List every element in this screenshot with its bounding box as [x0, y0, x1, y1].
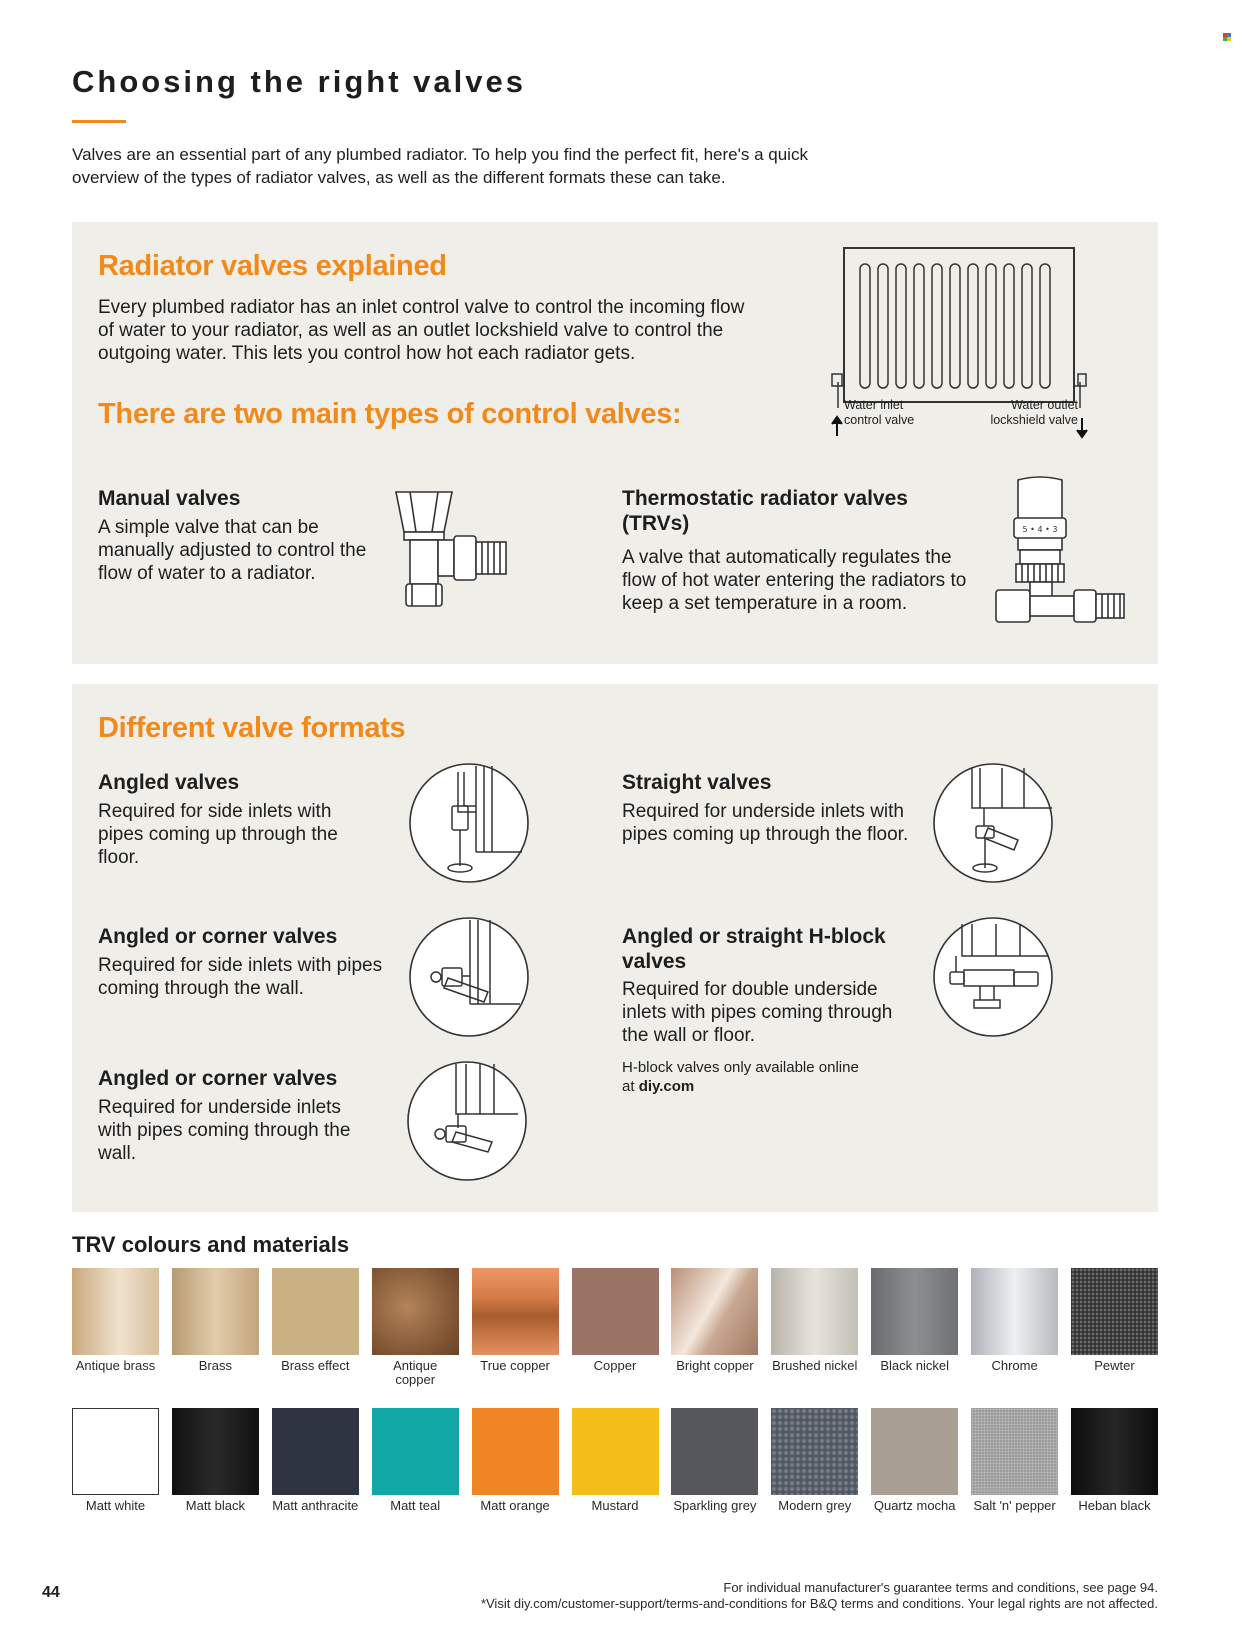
- manual-valve-icon: [390, 488, 530, 618]
- trv-valve-icon: [990, 474, 1130, 644]
- hblock-availability-note: H-block valves only available online at diy.com: [622, 1059, 859, 1095]
- swatch-heban-black[interactable]: Heban black: [1071, 1408, 1158, 1513]
- explained-heading: Radiator valves explained: [98, 250, 447, 282]
- swatch-true-copper[interactable]: True copper: [472, 1268, 559, 1373]
- format-angled-title: Angled valves: [98, 771, 240, 794]
- title-underline: [72, 120, 126, 123]
- swatch-matt-black[interactable]: Matt black: [172, 1408, 259, 1513]
- swatch-modern-grey[interactable]: Modern grey: [771, 1408, 858, 1513]
- colours-heading: TRV colours and materials: [72, 1232, 350, 1257]
- format-hblock-title: Angled or straight H-block valves: [622, 925, 886, 973]
- page-title: Choosing the right valves: [72, 64, 526, 99]
- page-number: 44: [42, 1584, 60, 1601]
- trv-body: A valve that automatically regulates the flow of hot water entering the radiators to keep a set temperature in a room.: [622, 547, 967, 614]
- brand-logo-mark: [1223, 33, 1231, 41]
- corner-underside-valve-diagram: [406, 1060, 528, 1182]
- explained-body: Every plumbed radiator has an inlet control valve to control the incoming flow of water to your radiator, as well as an outlet lockshield valve to control the outgoing water. This lets you control how hot each radiator gets.: [98, 297, 745, 364]
- swatch-pewter[interactable]: Pewter: [1071, 1268, 1158, 1373]
- swatch-matt-white[interactable]: Matt white: [72, 1408, 159, 1513]
- formats-heading: Different valve formats: [98, 712, 406, 744]
- trv-title: Thermostatic radiator valves (TRVs): [622, 487, 908, 535]
- manual-valves-body: A simple valve that can be manually adjusted to control the flow of water to a radiator.: [98, 517, 367, 584]
- outlet-label: Water outlet lockshield valve: [990, 398, 1078, 427]
- format-hblock-body: Required for double underside inlets with pipes coming through the wall or floor.: [622, 979, 893, 1046]
- format-corner-underside-body: Required for underside inlets with pipes coming through the wall.: [98, 1097, 351, 1164]
- swatch-matt-anthracite[interactable]: Matt anthracite: [272, 1408, 359, 1513]
- format-corner-wall-title: Angled or corner valves: [98, 925, 338, 948]
- swatch-bright-copper[interactable]: Bright copper: [671, 1268, 758, 1373]
- swatch-quartz-mocha[interactable]: Quartz mocha: [871, 1408, 958, 1513]
- intro-paragraph: Valves are an essential part of any plumbed radiator. To help you find the perfect fit, here's a quick overview of the types of radiator valves, as well as the different formats these can take.: [72, 145, 808, 187]
- manual-valves-title: Manual valves: [98, 487, 241, 510]
- swatch-matt-teal[interactable]: Matt teal: [372, 1408, 459, 1513]
- swatch-salt-n-pepper[interactable]: Salt 'n' pepper: [971, 1408, 1058, 1513]
- swatch-chrome[interactable]: Chrome: [971, 1268, 1058, 1373]
- swatch-row-painted: [72, 1408, 1158, 1548]
- swatch-antique-brass[interactable]: Antique brass: [72, 1268, 159, 1373]
- corner-wall-valve-diagram: [408, 916, 530, 1038]
- valve-formats-panel: [72, 684, 1158, 1212]
- format-corner-underside-title: Angled or corner valves: [98, 1067, 338, 1090]
- swatch-mustard[interactable]: Mustard: [572, 1408, 659, 1513]
- footer-guarantee-note: For individual manufacturer's guarantee terms and conditions, see page 94.: [723, 1580, 1158, 1595]
- angled-valve-diagram: [408, 762, 530, 884]
- format-straight-title: Straight valves: [622, 771, 772, 794]
- format-angled-body: Required for side inlets with pipes coming up through the floor.: [98, 801, 338, 868]
- swatch-row-metallic: [72, 1268, 1158, 1408]
- hblock-valve-diagram: [932, 916, 1054, 1038]
- swatch-brass-effect[interactable]: Brass effect: [272, 1268, 359, 1373]
- swatch-copper[interactable]: Copper: [572, 1268, 659, 1373]
- valves-explained-panel: [72, 222, 1158, 664]
- footer-terms-note: *Visit diy.com/customer-support/terms-and-conditions for B&Q terms and conditions. Your legal rights are not affected.: [480, 1596, 1158, 1611]
- types-heading: There are two main types of control valves:: [98, 398, 682, 430]
- swatch-antique-copper[interactable]: Antique copper: [372, 1268, 459, 1387]
- straight-valve-diagram: [932, 762, 1054, 884]
- format-corner-wall-body: Required for side inlets with pipes coming through the wall.: [98, 955, 383, 999]
- inlet-label: Water inlet control valve: [844, 398, 915, 427]
- swatch-matt-orange[interactable]: Matt orange: [472, 1408, 559, 1513]
- swatch-brushed-nickel[interactable]: Brushed nickel: [771, 1268, 858, 1373]
- format-straight-body: Required for underside inlets with pipes coming up through the floor.: [622, 801, 909, 845]
- swatch-brass[interactable]: Brass: [172, 1268, 259, 1373]
- diy-link[interactable]: diy.com: [638, 1078, 695, 1095]
- trv-dial-text: 5 • 4 • 3: [1022, 525, 1058, 534]
- swatch-sparkling-grey[interactable]: Sparkling grey: [671, 1408, 758, 1513]
- swatch-black-nickel[interactable]: Black nickel: [871, 1268, 958, 1373]
